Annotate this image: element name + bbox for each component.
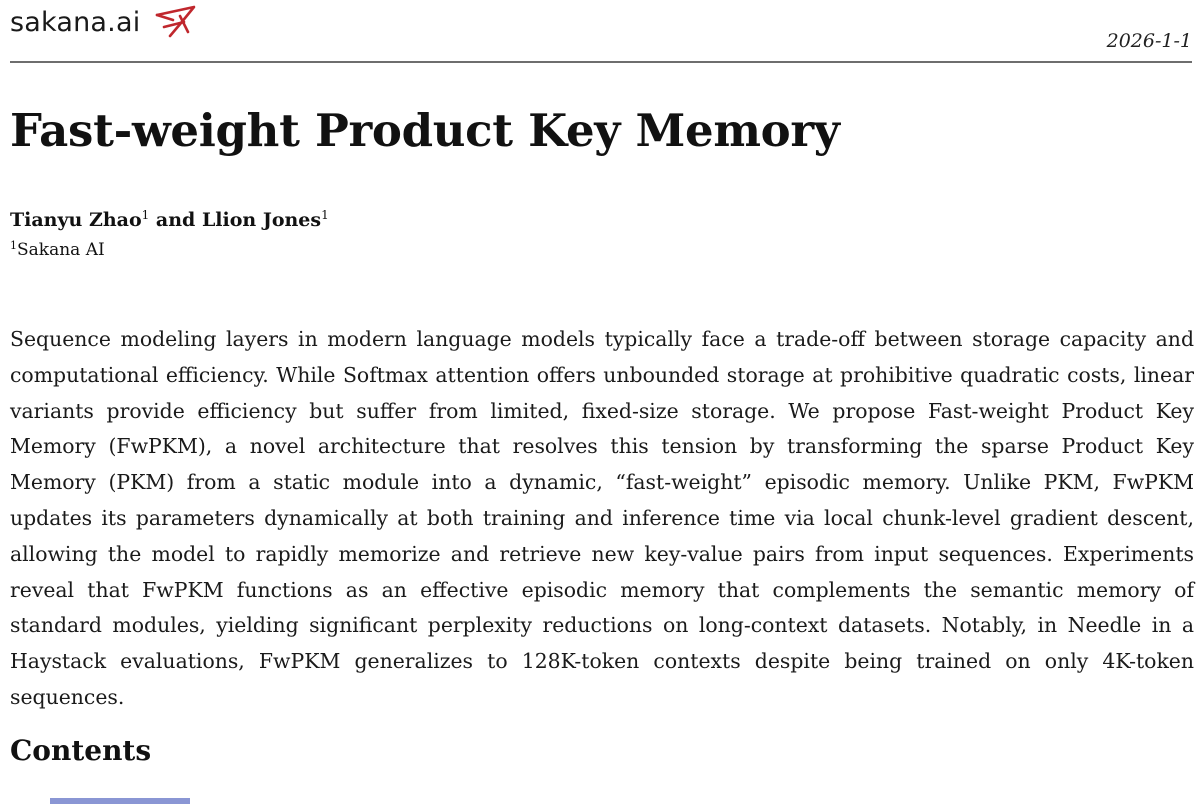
toc-link-fragment	[50, 798, 190, 804]
affiliation-name: Sakana AI	[17, 240, 105, 260]
author-name: Tianyu Zhao	[10, 209, 142, 231]
author-affil-mark: 1	[141, 208, 150, 222]
contents-heading: Contents	[10, 734, 152, 767]
paper-title: Fast-weight Product Key Memory	[10, 104, 840, 157]
sakana-logo[interactable]	[10, 4, 198, 40]
affiliation	[10, 240, 105, 260]
brand-name: sakana.ai	[10, 6, 141, 38]
header-divider	[10, 61, 1192, 63]
fish-logo-icon	[154, 4, 198, 40]
author-list	[10, 209, 329, 231]
affiliation-mark: 1	[10, 239, 17, 252]
toc-first-entry-cropped[interactable]	[10, 790, 210, 804]
author-separator: and	[155, 209, 196, 231]
author-name: Llion Jones	[201, 209, 322, 231]
publication-date: 2026-1-1	[1106, 30, 1192, 52]
abstract: Sequence modeling layers in modern language models typically face a trade-off between storage capacity and computational efficiency. While Softmax attention offers unbounded storage at prohibitive quadratic costs, linear variants provide efficiency but suffer from limited, fixed-size storage. We propose Fast-weight Product Key Memory (FwPKM), a novel architecture that resolves this tension by transforming the sparse Product Key Memory (PKM) from a static module into a dynamic, “fast-weight” episodic memory. Unlike PKM, FwPKM updates its parameters dynamically at both training and inference time via local chunk-level gradient descent, allowing the model to rapidly memorize and retrieve new key-value pairs from input sequences. Experiments reveal that FwPKM functions as an effective episodic memory that complements the semantic memory of standard modules, yielding significant perplexity reductions on long-context datasets. Notably, in Needle in a Haystack evaluations, FwPKM generalizes to 128K-token contexts despite being trained on only 4K-token sequences.	[10, 327, 1194, 709]
page-header	[10, 0, 1192, 62]
author-affil-mark: 1	[321, 208, 329, 222]
